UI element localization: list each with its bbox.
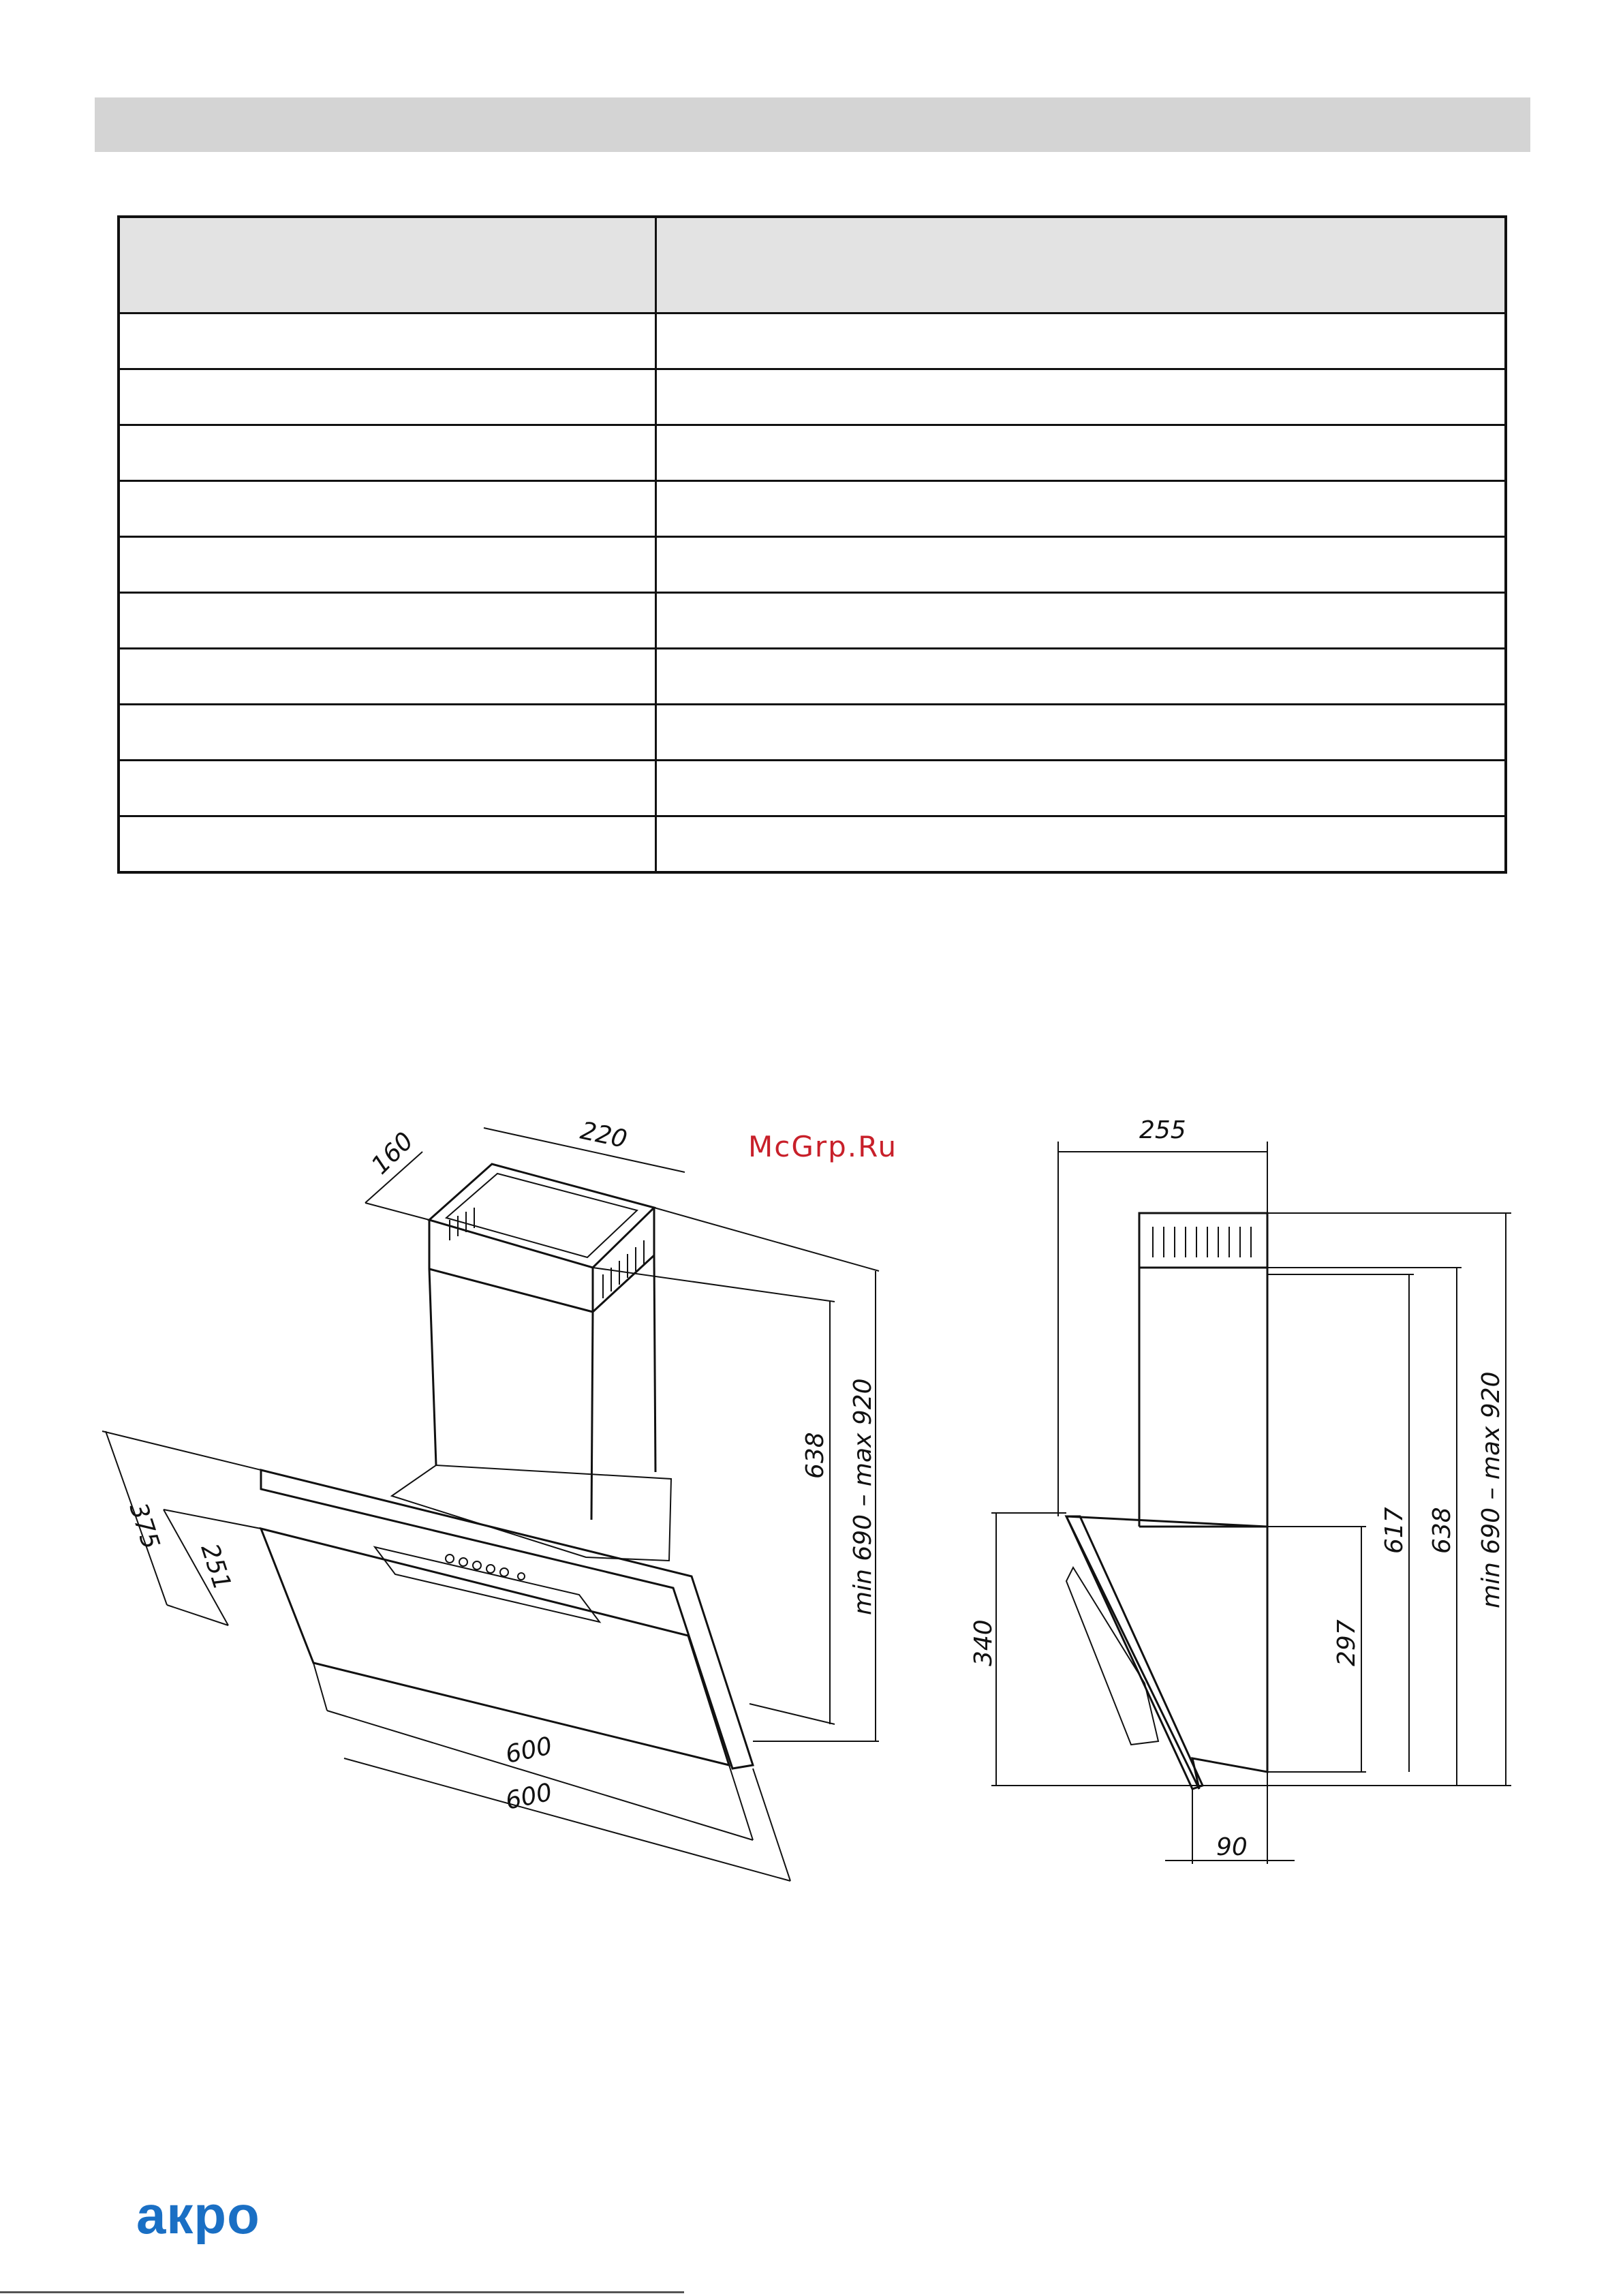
table-row <box>119 537 1506 593</box>
footer-rule <box>0 2291 684 2293</box>
table-row <box>119 313 1506 369</box>
dim-hood-height: 340 <box>970 1619 998 1666</box>
table-row <box>119 705 1506 761</box>
dim-base-width: 600 <box>503 1778 555 1816</box>
section-header-bar <box>95 97 1530 152</box>
dim-duct-width: 220 <box>578 1116 630 1154</box>
dim-side-lower-height: 297 <box>1333 1619 1361 1666</box>
dim-panel-width: 600 <box>503 1732 555 1769</box>
dim-front-duct-height: 638 <box>801 1432 829 1479</box>
dim-side-duct-height: 638 <box>1428 1507 1456 1554</box>
watermark: McGrp.Ru <box>748 1130 898 1163</box>
dim-bottom-depth: 90 <box>1216 1833 1248 1861</box>
dim-side-height-range: min 690 – max 920 <box>1477 1371 1505 1608</box>
dim-duct-depth: 160 <box>366 1127 419 1180</box>
table-row <box>119 816 1506 873</box>
side-view <box>991 1142 1511 1864</box>
table-row <box>119 761 1506 816</box>
brand-logo: акро <box>136 2185 260 2245</box>
table-row <box>119 425 1506 481</box>
dim-front-height-range: min 690 – max 920 <box>849 1378 877 1615</box>
dimension-drawing <box>0 1063 1623 1922</box>
dim-hood-depth-inner: 251 <box>195 1540 236 1594</box>
dim-top-depth: 255 <box>1139 1116 1186 1144</box>
dim-side-mid-height: 617 <box>1380 1507 1408 1554</box>
front-view <box>102 1128 879 1881</box>
table-row <box>119 369 1506 425</box>
specification-table <box>117 215 1507 874</box>
table-row <box>119 649 1506 705</box>
table-row <box>119 593 1506 649</box>
dim-hood-depth-outer: 375 <box>123 1499 165 1553</box>
table-row <box>119 481 1506 537</box>
table-header-row <box>119 217 1506 313</box>
